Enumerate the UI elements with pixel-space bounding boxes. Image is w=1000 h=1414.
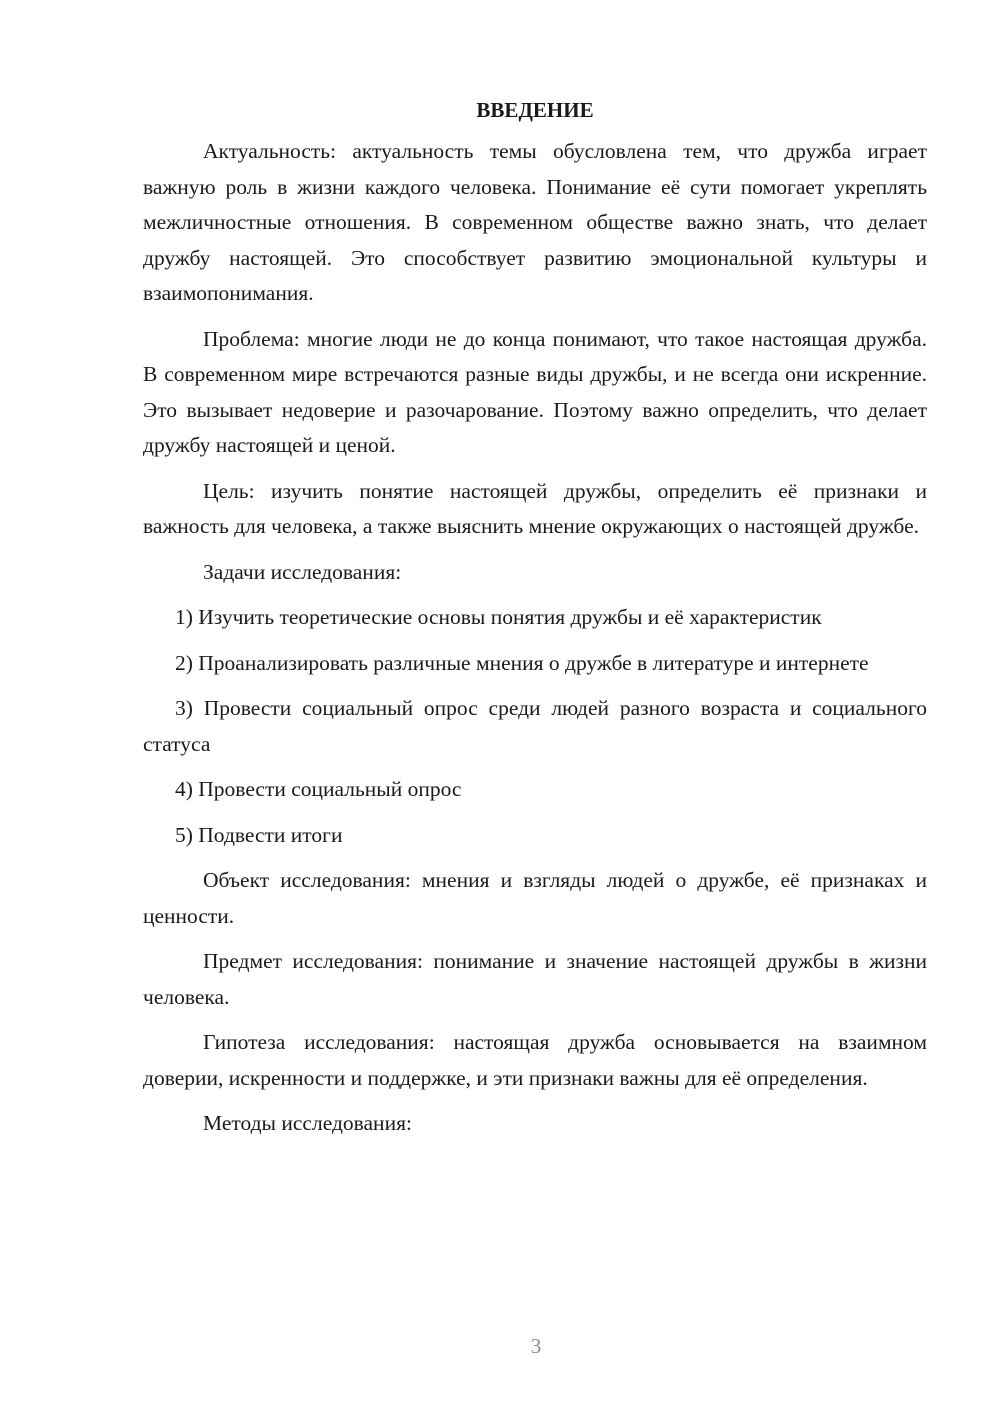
hypothesis-paragraph: Гипотеза исследования: настоящая дружба основывается на взаимном доверии, искренности и поддержке, и эти признаки важны для её определения.: [143, 1030, 927, 1090]
document-page: [143, 92, 927, 1152]
methods-title: Методы исследования:: [203, 1111, 412, 1135]
relevance-paragraph: Актуальность: актуальность темы обусловлена тем, что дружба играет важную роль в жизни каждого человека. Понимание её сути помогает укреплять межличностные отношения. В современном обществе важно знать, что делает дружбу настоящей. Это способствует развитию эмоциональной культуры и взаимопонимания.: [143, 139, 927, 305]
task-item-3: 3) Провести социальный опрос среди людей разного возраста и социального статуса: [143, 696, 927, 756]
task-item-1: 1) Изучить теоретические основы понятия дружбы и её характеристик: [175, 605, 822, 629]
tasks-title: Задачи исследования:: [203, 559, 402, 584]
problem-paragraph: Проблема: многие люди не до конца понимают, что такое настоящая дружба. В современном мире встречаются разные виды дружбы, и не всегда они искренние. Это вызывает недоверие и разочарование. Поэтому важно определить, что делает дружбу настоящей и ценой.: [143, 326, 927, 457]
subject-paragraph: Предмет исследования: понимание и значение настоящей дружбы в жизни человека.: [143, 949, 927, 1009]
task-item-4: 4) Провести социальный опрос: [175, 777, 462, 801]
page-number: 3: [530, 1334, 542, 1358]
section-heading: ВВЕДЕНИЕ: [476, 98, 594, 122]
task-item-5: 5) Подвести итоги: [175, 822, 343, 847]
object-paragraph: Объект исследования: мнения и взгляды людей о дружбе, её признаках и ценности.: [143, 868, 927, 928]
goal-paragraph: Цель: изучить понятие настоящей дружбы, определить её признаки и важность для человека, а также выяснить мнение окружающих о настоящей дружбе.: [143, 478, 927, 538]
task-item-2: 2) Проанализировать различные мнения о дружбе в литературе и интернете: [175, 650, 869, 675]
